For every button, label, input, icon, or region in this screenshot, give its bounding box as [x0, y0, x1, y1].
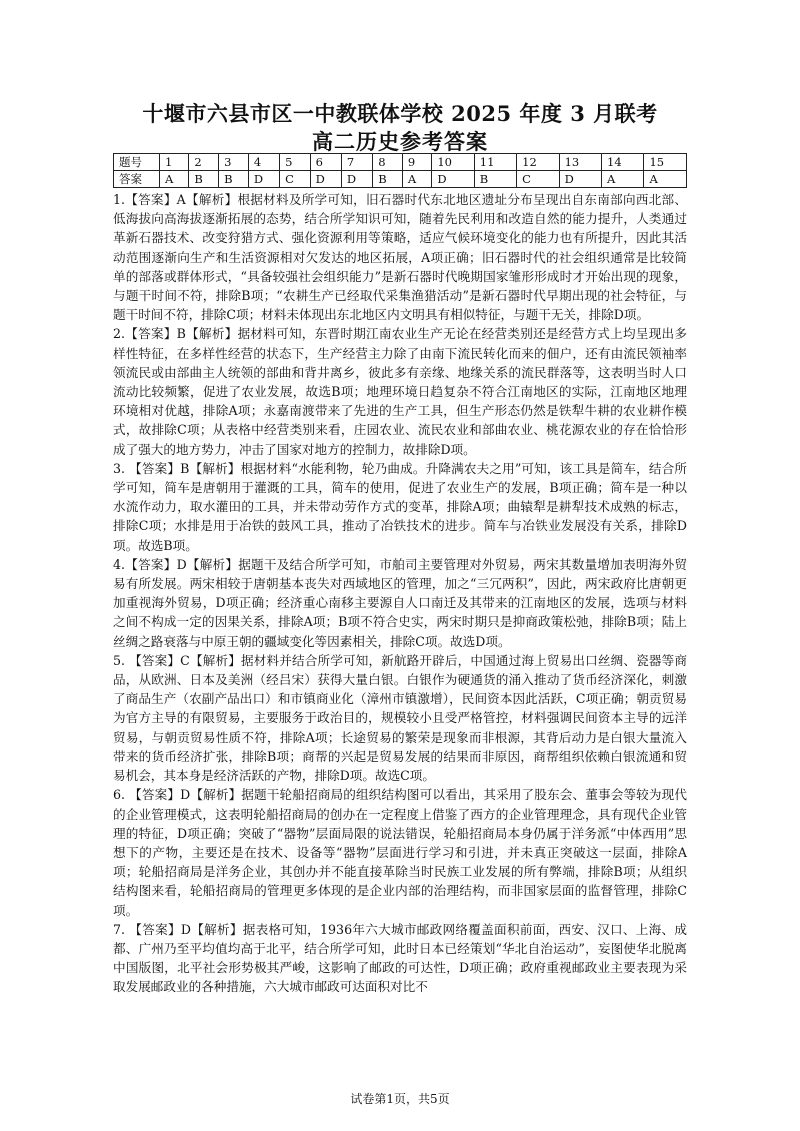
explanations: [113, 190, 687, 997]
answer-cell: D: [559, 171, 601, 188]
question-number: 9: [402, 154, 431, 171]
row-label-question: 题号: [114, 154, 160, 171]
question-number: 1: [160, 154, 189, 171]
question-number: 11: [474, 154, 516, 171]
answer-cell: A: [402, 171, 431, 188]
question-number: 15: [644, 154, 687, 171]
explanation-q4: 4.【答案】D【解析】据题干及结合所学可知，市舶司主要管理对外贸易，两宋其数量增加表明海外贸易有所发展。两宋相较于唐朝基本丧失对西域地区的管理，加之“三冗两积”，因此，两宋政府比唐朝更加重视海外贸易，D项正确；经济重心南移主要源自人口南迁及其带来的江南地区的发展，选项与材料之间不构成一定的因果关系，排除A项；B项不符合史实，两宋时期只是抑商政策松弛，排除B项；陆上丝绸之路衰落与中原王朝的疆域变化等因素相关，排除C项。故选D项。: [113, 556, 687, 649]
exam-subtitle: 高二历史参考答案: [312, 129, 488, 154]
answer-cell: C: [280, 171, 310, 188]
question-number: 13: [559, 154, 601, 171]
answer-cell: D: [248, 171, 279, 188]
question-number: 8: [373, 154, 403, 171]
question-number: 2: [189, 154, 219, 171]
question-number: 12: [517, 154, 559, 171]
question-number: 7: [341, 154, 372, 171]
explanation-q3: 3. 【答案】B【解析】根据材料“水能利物，轮乃曲成。升降满农夫之用”可知，该工具是简车，结合所学可知，简车是唐朝用于灌溉的工具，简车的使用，促进了农业生产的发展，B项正确；简车是一种以水流作动力，取水灌田的工具，并未带动劳作方式的变革，排除A项；曲辕犁是耕犁技术成熟的标志，排除C项；水排是用于冶铁的鼓风工具，推动了冶铁技术的进步。简车与冶铁业发展没有关系，排除D项。故选B项。: [113, 460, 687, 553]
question-number: 14: [602, 154, 644, 171]
answer-cell: B: [219, 171, 249, 188]
answer-table: [113, 153, 687, 188]
answer-cell: A: [160, 171, 189, 188]
question-number: 10: [432, 154, 474, 171]
answer-cell: B: [373, 171, 403, 188]
answer-cell: A: [602, 171, 644, 188]
answer-cell: B: [474, 171, 516, 188]
page-footer: 试卷第1页，共5页: [350, 1092, 450, 1106]
answer-cell: D: [341, 171, 372, 188]
answer-row: [114, 171, 687, 188]
explanation-q7: 7. 【答案】D【解析】据表格可知，1936年六大城市邮政网络覆盖面积前面，西安、汉口、上海、成都、广州乃至平均值均高于北平，结合所学可知，此时日本已经策划“华北自治运动”，妄图使华北脱离中国版图，北平社会形势极其严峻，这影响了邮政的可达性，D项正确；政府重视邮政业主要表现为采取发展邮政业的各种措施，六大城市邮政可达面积对比不: [113, 921, 687, 995]
row-label-answer: 答案: [114, 171, 160, 188]
answer-cell: D: [310, 171, 341, 188]
answer-cell: D: [432, 171, 474, 188]
answer-cell: C: [517, 171, 559, 188]
exam-title: 十堰市六县市区一中教联体学校 2025 年度 3 月联考: [142, 101, 658, 126]
answer-cell: A: [644, 171, 687, 188]
question-number: 5: [280, 154, 310, 171]
question-number-row: [114, 154, 687, 171]
explanation-q5: 5. 【答案】C【解析】据材料并结合所学可知，新航路开辟后，中国通过海上贸易出口丝绸、瓷器等商品，从欧洲、日本及美洲（经吕宋）获得大量白银。白银作为硬通货的涌入推动了货币经济深化，刺激了商品生产（农副产品出口）和市镇商业化（漳州市镇激增），民间资本因此活跃，C项正确；朝贡贸易为官方主导的有限贸易，主要服务于政治目的，规模较小且受严格管控，材料强调民间资本主导的远洋贸易，与朝贡贸易性质不符，排除A项；长途贸易的繁荣是现象而非根源，其背后动力是白银大量流入带来的货币经济扩张，排除B项；商帮的兴起是贸易发展的结果而非原因，商帮组织依赖白银流通和贸易机会，其本身是经济活跃的产物，排除D项。故选C项。: [113, 652, 687, 784]
explanation-q2: 2.【答案】B【解析】据材料可知，东晋时期江南农业生产无论在经营类别还是经营方式上均呈现出多样性特征，在多样性经营的状态下，生产经营主力除了由南下流民转化而来的佃户，还有由流民领袖率领流民或由部曲主人统领的部曲和背井离乡，彼此多有亲缘、地缘关系的流民群落等，这表明当时人口流动比较频繁，促进了农业发展，故选B项；地理环境日趋复杂不符合江南地区的实际，江南地区地理环境相对优越，排除A项；永嘉南渡带来了先进的生产工具，但生产形态仍然是铁犁牛耕的农业耕作模式，故排除C项；从表格中经营类别来看，庄园农业、流民农业和部曲农业、桃花源农业的存在恰恰形成了强大的地方势力，冲击了国家对地方的控制力，故排除D项。: [113, 326, 687, 457]
answer-cell: B: [189, 171, 219, 188]
explanation-q6: 6. 【答案】D【解析】据题干轮船招商局的组织结构图可以看出，其采用了股东会、董事会等较为现代的企业管理模式，这表明轮船招商局的创办在一定程度上借鉴了西方的企业管理理念，具有现代企业管理的特征，D项正确；突破了“器物”层面局限的说法错误，轮船招商局本身仍属于洋务派“中体西用”思想下的产物，主要还是在技术、设备等“器物”层面进行学习和引进，并未真正突破这一层面，排除A项；轮船招商局是洋务企业，其创办并不能直接革除当时民族工业发展的所有弊端，排除B项；从组织结构图来看，轮船招商局的管理更多体现的是企业内部的治理结构，而非国家层面的监督管理，排除C项。: [113, 787, 687, 918]
question-number: 6: [310, 154, 341, 171]
explanation-q1: 1.【答案】A【解析】根据材料及所学可知，旧石器时代东北地区遗址分布呈现出自东南部向西北部、低海拔向高海拔逐渐拓展的态势，结合所学知识可知，随着先民利用和改造自然的能力提升，人类通过革新石器技术、改变狩猎方式、强化资源利用等策略，适应气候环境变化的能力也有所提升，因此其活动范围逐渐向生产和生活资源相对欠发达的地区拓展，A项正确；旧石器时代的社会组织通常是比较简单的部落或群体形式，“具备较强社会组织能力”是新石器时代晚期国家雏形形成时才开始出现的现象，与题干时间不符，排除B项；“农耕生产已经取代采集渔猎活动”是新石器时代早期出现的社会特征，与题干时间不符，排除C项；材料未体现出东北地区内文明具有相似特征，与题干无关，排除D项。: [113, 192, 687, 323]
question-number: 4: [248, 154, 279, 171]
question-number: 3: [219, 154, 249, 171]
